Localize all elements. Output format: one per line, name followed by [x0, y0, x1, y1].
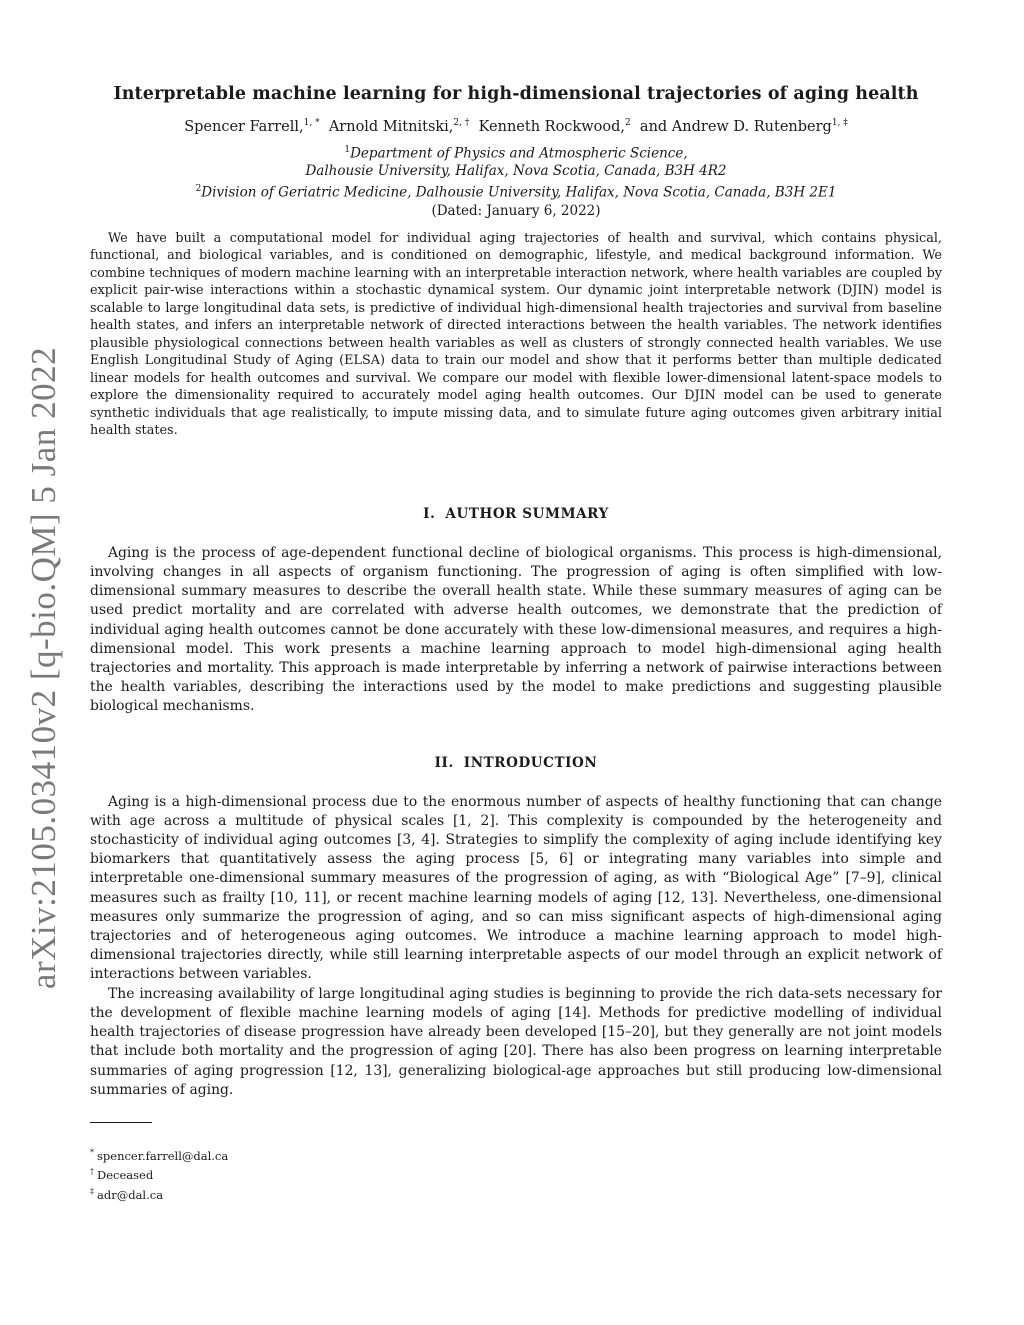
affiliation-1-line-2: Dalhousie University, Halifax, Nova Scotia, Canada, B3H 4R2 [305, 163, 727, 180]
affiliation-2: $^2$Division of Geriatric Medicine, Dalhousie University, Halifax, Nova Scotia, Canada, B3H 2E1 [195, 184, 837, 201]
arxiv-identifier-stamp[interactable]: arXiv:2105.03410v2 [q-bio.QM] 5 Jan 2022 [24, 346, 63, 990]
section-heading-author-summary: I. AUTHOR SUMMARY [423, 505, 609, 522]
abstract: We have built a computational model for individual aging trajectories of health and survival, which contains physical, functional, and biological variables, and is conditioned on demographic, lifestyle, and medical background information. We combine techniques of modern machine learning with an interpretable interaction network, where health variables are coupled by explicit pair-wise interactions within a stochastic dynamical system. Our dynamic joint interpretable network (DJIN) model is scalable to large longitudinal data sets, is predictive of individual high-dimensional health trajectories and survival from baseline health states, and infers an interpretable network of directed interactions between the health variables. The network identifies plausible physiological connections between health variables as well as clusters of strongly connected health variables. We use English Longitudinal Study of Aging (ELSA) data to train our model and show that it performs better than multiple dedicated linear models for health outcomes and survival. We compare our model with flexible lower-dimensional latent-space models to explore the dimensionality required to accurately model aging health outcomes. Our DJIN model can be used to generate synthetic individuals that age realistically, to impute missing data, and to simulate future aging outcomes given arbitrary initial health states. [90, 230, 942, 439]
author-affiliation-mark: 1, ‡ [831, 118, 848, 128]
author-name: and Andrew D. Rutenberg [639, 118, 832, 135]
footnotes [90, 1145, 942, 1203]
affiliation-mark: 1 [344, 144, 351, 155]
author-affiliation-mark: 1, * [303, 118, 320, 128]
author-list [90, 118, 942, 135]
affiliation-1-line-1: $^1$Department of Physics and Atmospheric Science, [344, 144, 688, 162]
paper-title: Interpretable machine learning for high-dimensional trajectories of aging health [113, 84, 919, 104]
paper-content [90, 84, 942, 1203]
author-affiliation-mark: 2 [624, 118, 631, 128]
author-name: Spencer Farrell, [184, 118, 304, 135]
footnote-email-farrell: * spencer.farrell@dal.ca [90, 1147, 229, 1163]
footnote-deceased: † Deceased [90, 1167, 154, 1183]
author-summary-paragraph: Aging is the process of age-dependent functional decline of biological organisms. This process is high-dimensional, involving changes in all aspects of organism functioning. The progression of aging is often simplified with low-dimensional summary measures to describe the overall health state. While these summary measures of aging can be used predict mortality and are correlated with adverse health outcomes, we demonstrate that the prediction of individual aging health outcomes cannot be done accurately with these low-dimensional measures, and requires a high-dimensional model. This work presents a machine learning approach to model high-dimensional aging health trajectories and mortality. This approach is made interpretable by inferring a network of pairwise interactions between the health variables, describing the interactions used by the model to make predictions and suggesting plausible biological mechanisms. [90, 544, 942, 715]
footnote-email-rutenberg: ‡ adr@dal.ca [90, 1186, 164, 1202]
author-name: Kenneth Rockwood, [478, 118, 625, 135]
author-name: Arnold Mitnitski, [328, 118, 454, 135]
introduction-paragraph-1: Aging is a high-dimensional process due to the enormous number of aspects of healthy functioning that can change with age across a multitude of physical scales [1, 2]. This complexity is compounded by the heterogeneity and stochasticity of individual aging outcomes [3, 4]. Strategies to simplify the complexity of aging include identifying key biomarkers that quantitatively assess the aging process [5, 6] or integrating many variables into simple and interpretable one-dimensional summary measures of the progression of aging, as with “Biological Age” [7–9], clinical measures such as frailty [10, 11], or recent machine learning models of aging [12, 13]. Nevertheless, one-dimensional measures only summarize the progression of aging, and so can miss significant aspects of high-dimensional aging trajectories and of heterogeneous aging outcomes. We introduce a machine learning approach to model high-dimensional trajectories directly, while still learning interpretable aspects of our model through an explicit network of interactions between variables. [90, 793, 942, 983]
introduction-paragraph-2: The increasing availability of large longitudinal aging studies is beginning to provide the rich data-sets necessary for the development of flexible machine learning models of aging [14]. Methods for predictive modelling of individual health trajectories of disease progression have already been developed [15–20], but they generally are not joint models that include both mortality and the progression of aging [20]. There has also been progress on learning interpretable summaries of aging progression [12, 13], generalizing biological-age approaches but still producing low-dimensional summaries of aging. [90, 985, 942, 1098]
author-affiliation-mark: 2, † [453, 118, 470, 128]
affiliation-mark: 2 [195, 184, 202, 195]
section-heading-introduction: II. INTRODUCTION [434, 754, 598, 771]
dated-line: (Dated: January 6, 2022) [431, 202, 601, 219]
